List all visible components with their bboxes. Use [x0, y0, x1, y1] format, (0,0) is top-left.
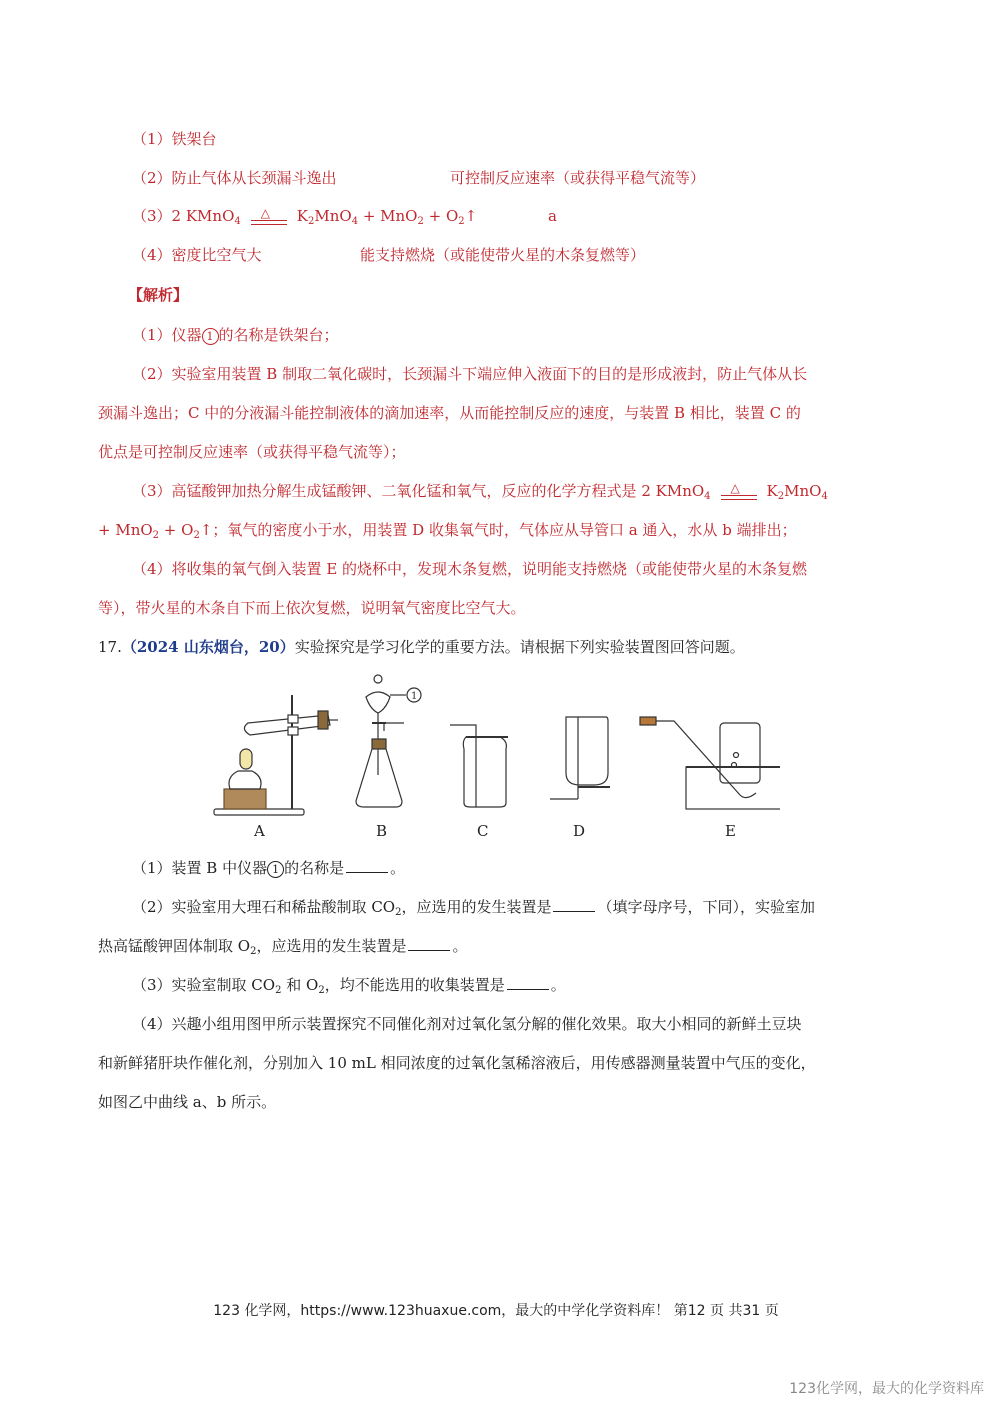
question-part-2-line2: 热高锰酸钾固体制取 $O_2$，应选用的发生装置是 。	[98, 937, 468, 957]
svg-text:1: 1	[411, 691, 418, 702]
apparatus-e	[640, 717, 780, 809]
apparatus-c	[450, 725, 508, 807]
analysis-p4-line2: 等），带火星的木条自下而上依次复燃，说明氧气密度比空气大。	[98, 599, 526, 617]
page-footer: 123 化学网，https://www.123huaxue.com，最大的中学化学资料库！ 第12 页 共31 页	[213, 1303, 779, 1319]
question-part-4-line1: （4）兴趣小组用图甲所示装置探究不同催化剂对过氧化氢分解的催化效果。取大小相同的新鲜土豆块	[132, 1015, 802, 1033]
figure-label-b: B	[376, 822, 388, 840]
answer-blank[interactable]	[507, 989, 549, 990]
analysis-p2-line1: （2）实验室用装置 B 制取二氧化碳时，长颈漏斗下端应伸入液面下的目的是形成液封，防止气体从长	[132, 365, 808, 383]
figure-label-a: A	[254, 822, 265, 840]
answer-1: （1）铁架台	[132, 130, 217, 148]
figure-label-d: D	[573, 822, 586, 840]
question-part-2-line1: （2）实验室用大理石和稀盐酸制取 $CO_2$，应选用的发生装置是 （填字母序号，下同），实验室加	[132, 898, 815, 918]
circle-marker: 1	[267, 861, 284, 878]
analysis-p2-line3: 优点是可控制反应速率（或获得平稳气流等）；	[98, 443, 406, 461]
heat-condition: △	[249, 208, 289, 226]
question-part-1: （1）装置 B 中仪器 1 的名称是 。	[132, 859, 406, 877]
question-source: （2024 山东烟台，20）	[121, 638, 295, 656]
apparatus-b	[356, 675, 421, 807]
analysis-p4-line1: （4）将收集的氧气倒入装置 E 的烧杯中，发现木条复燃，说明能支持燃烧（或能使带火星的木条复燃	[132, 560, 808, 578]
analysis-p1: （1）仪器 1 的名称是铁架台；	[132, 326, 339, 344]
answer-4a: （4）密度比空气大	[132, 246, 262, 264]
figure-label-e: E	[725, 822, 736, 840]
answer-blank[interactable]	[346, 872, 388, 873]
question-17-header	[98, 636, 745, 657]
question-part-4-line3: 如图乙中曲线 a、b 所示。	[98, 1093, 277, 1111]
heat-condition: △	[719, 483, 759, 501]
question-stem: 实验探究是学习化学的重要方法。请根据下列实验装置图回答问题。	[294, 638, 745, 656]
apparatus-a	[214, 695, 338, 815]
answer-4b: 能支持燃烧（或能使带火星的木条复燃等）	[360, 246, 646, 264]
question-number: 17.	[98, 638, 122, 656]
analysis-heading: 【解析】	[128, 286, 189, 304]
analysis-p2-line2: 颈漏斗逸出；C 中的分液漏斗能控制液体的滴加速率，从而能控制反应的速度，与装置 B 相比，装置 C 的	[98, 404, 801, 422]
answer-blank[interactable]	[553, 911, 595, 912]
figure-label-c: C	[477, 822, 489, 840]
answer-3-equation: （3）2 KMnO$_4$ △ $K_2MnO_4 + MnO_2$ + $O_2↑$	[132, 206, 478, 227]
watermark: 123化学网，最大的化学资料库	[789, 1381, 984, 1397]
apparatus-d	[550, 717, 610, 799]
circle-marker: 1	[202, 328, 219, 345]
reactant: （3）2 KMnO	[132, 207, 235, 225]
apparatus-figure	[200, 665, 780, 845]
answer-blank[interactable]	[408, 950, 450, 951]
analysis-p3-line2: + $MnO_2 + O_2↑$；氧气的密度小于水，用装置 D 收集氧气时，气体应从导管口 a 通入，水从 b 端排出；	[98, 521, 797, 541]
answer-2b: 可控制反应速率（或获得平稳气流等）	[450, 169, 706, 187]
answer-3-port: a	[548, 207, 557, 225]
answer-2a: （2）防止气体从长颈漏斗逸出	[132, 169, 337, 187]
question-part-3: （3）实验室制取 $CO_2$ 和 $O_2$，均不能选用的收集装置是 。	[132, 976, 566, 996]
analysis-p3-line1: （3）高锰酸钾加热分解生成锰酸钾、二氧化锰和氧气，反应的化学方程式是 2 KMnO$_4$ △ $K_2MnO_4$	[132, 481, 828, 502]
question-part-4-line2: 和新鲜猪肝块作催化剂，分别加入 10 mL 相同浓度的过氧化氢稀溶液后，用传感器测量装置中气压的变化，	[98, 1054, 816, 1072]
